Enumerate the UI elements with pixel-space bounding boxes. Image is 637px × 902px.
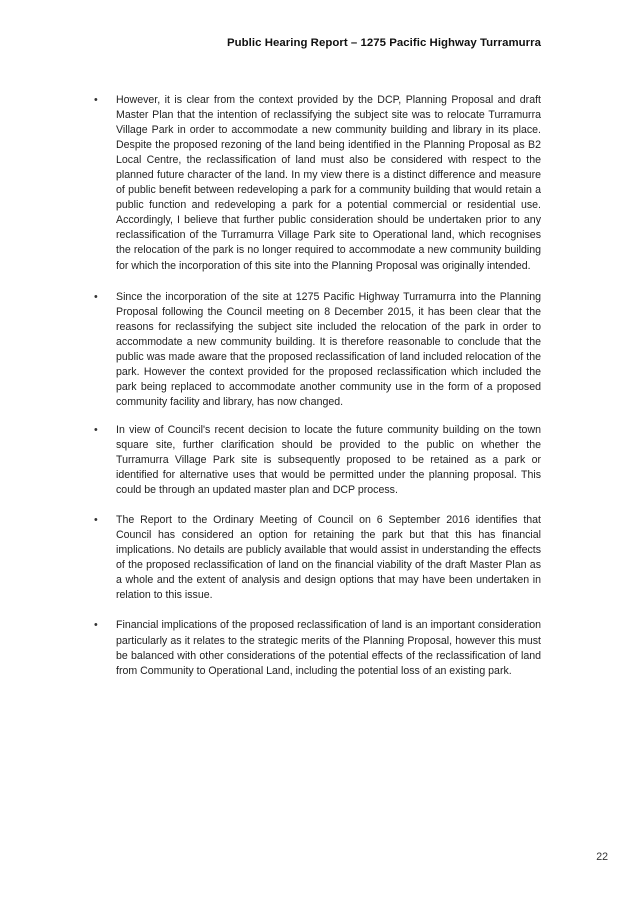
bullet-item xyxy=(94,513,541,603)
bullet-icon: • xyxy=(94,423,98,436)
bullet-icon: • xyxy=(94,94,98,106)
paragraph-text: Since the incorporation of the site at 1275 Pacific Highway Turramurra into the Planning Proposal following the Council meeting on 8 December 2015, it has been clear that the reasons for reclassifying the subject site included the relocation of the park in order to accommodate a new community building. It is therefore reasonable to conclude that the public was made aware that the proposed reclassification of land included relocation of the park. However the context provided for the proposed reclassification which included the park being replaced to accommodate another community use in the form of a proposed community facility and library, has now changed. xyxy=(116,290,541,408)
paragraph-text: However, it is clear from the context provided by the DCP, Planning Proposal and draft Master Plan that the intention of reclassifying the subject site was to relocate Turramurra Village Park in order to accommodate a new community building and library in its place. Despite the proposed rezoning of the land being identified in the Planning Proposal as B2 Local Centre, the reclassification of land must also be considered with respect to the planned future character of the land. In my view there is a distinct difference and measure of public benefit between redeveloping a park for a community building that would retain a public function and redeveloping a park for a potential commercial or residential use. Accordingly, I believe that further public consideration should be undertaken prior to any reclassification of the Turramurra Village Park site to Operational land, which recognises the relocation of the park is no longer required to accommodate a new community building for which the incorporation of this site into the Planning Proposal was originally intended. xyxy=(116,94,541,272)
page-number: 22 xyxy=(596,851,608,863)
bullet-list xyxy=(94,93,541,695)
page-header-title: Public Hearing Report – 1275 Pacific Highway Turramurra xyxy=(227,37,541,49)
bullet-icon: • xyxy=(94,619,98,632)
paragraph-text: In view of Council's recent decision to locate the future community building on the town square site, further clarification should be provided to the public on whether the Turramurra Village Park site is subsequently proposed to be retained as a park or identified for alternative uses that would be permitted under the planning proposal. This could be through an updated master plan and DCP process. xyxy=(116,423,541,497)
bullet-item xyxy=(94,423,541,498)
bullet-item xyxy=(94,93,541,274)
bullet-icon: • xyxy=(94,514,98,527)
paragraph-text: The Report to the Ordinary Meeting of Council on 6 September 2016 identifies that Council has considered an option for retaining the park but that this has financial implications. No details are publicly available that would assist in understanding the effects of the proposed reclassification of land on the financial viability of the draft Master Plan as a whole and the extent of analysis and design options that may have been undertaken in relation to this issue. xyxy=(116,514,541,602)
bullet-item xyxy=(94,618,541,678)
paragraph-text: Financial implications of the proposed reclassification of land is an important consideration particularly as it relates to the strategic merits of the Planning Proposal, however this must be balanced with other considerations of the potential effects of the reclassification of land from Community to Operational Land, including the potential loss of an existing park. xyxy=(116,619,541,677)
bullet-icon: • xyxy=(94,290,98,303)
bullet-item xyxy=(94,290,541,410)
